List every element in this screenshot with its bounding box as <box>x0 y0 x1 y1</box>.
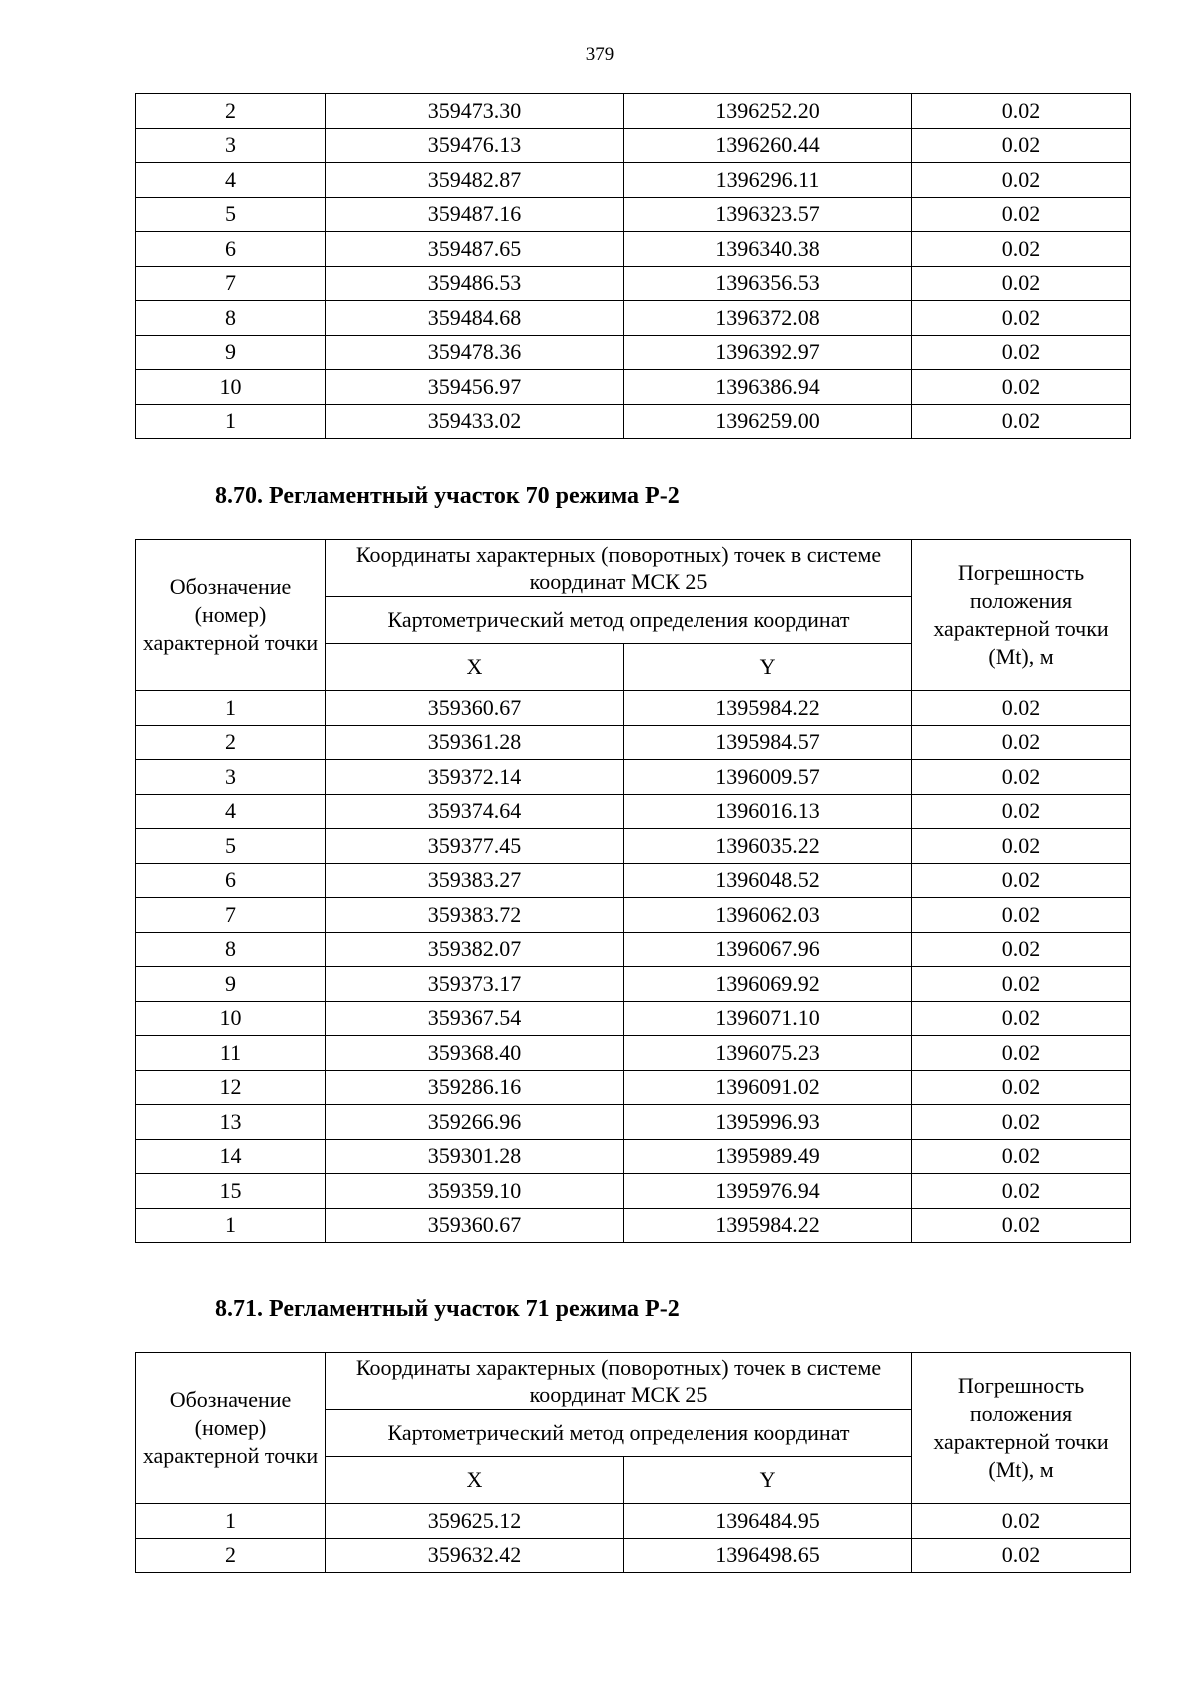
cell-y: 1395984.22 <box>624 691 912 726</box>
cell-point-number: 8 <box>136 301 326 336</box>
header-error: Погрешность положения характерной точки (Mt), м <box>912 1353 1131 1504</box>
cell-y: 1396091.02 <box>624 1070 912 1105</box>
cell-point-number: 8 <box>136 932 326 967</box>
cell-x: 359476.13 <box>326 128 624 163</box>
cell-x: 359383.72 <box>326 898 624 933</box>
header-y: Y <box>624 1457 912 1504</box>
header-error: Погрешность положения характерной точки (Mt), м <box>912 540 1131 691</box>
cell-point-number: 1 <box>136 404 326 439</box>
cell-error: 0.02 <box>912 760 1131 795</box>
table-row <box>136 1174 1131 1209</box>
cell-x: 359482.87 <box>326 163 624 198</box>
cell-x: 359473.30 <box>326 94 624 129</box>
table-row <box>136 967 1131 1002</box>
cell-x: 359372.14 <box>326 760 624 795</box>
header-x: X <box>326 644 624 691</box>
cell-y: 1396484.95 <box>624 1504 912 1539</box>
cell-y: 1396016.13 <box>624 794 912 829</box>
cell-x: 359373.17 <box>326 967 624 1002</box>
cell-point-number: 13 <box>136 1105 326 1140</box>
cell-error: 0.02 <box>912 794 1131 829</box>
cell-y: 1395976.94 <box>624 1174 912 1209</box>
cell-point-number: 10 <box>136 370 326 405</box>
cell-error: 0.02 <box>912 335 1131 370</box>
table-row <box>136 197 1131 232</box>
cell-x: 359377.45 <box>326 829 624 864</box>
cell-x: 359486.53 <box>326 266 624 301</box>
coordinates-table-71 <box>135 1352 1131 1573</box>
cell-y: 1396498.65 <box>624 1538 912 1573</box>
cell-error: 0.02 <box>912 863 1131 898</box>
cell-error: 0.02 <box>912 301 1131 336</box>
cell-x: 359368.40 <box>326 1036 624 1071</box>
cell-x: 359374.64 <box>326 794 624 829</box>
cell-error: 0.02 <box>912 94 1131 129</box>
table-row <box>136 863 1131 898</box>
cell-x: 359433.02 <box>326 404 624 439</box>
cell-point-number: 1 <box>136 1504 326 1539</box>
cell-y: 1396071.10 <box>624 1001 912 1036</box>
table-row <box>136 1538 1131 1573</box>
cell-x: 359383.27 <box>326 863 624 898</box>
cell-point-number: 10 <box>136 1001 326 1036</box>
cell-y: 1396392.97 <box>624 335 912 370</box>
cell-y: 1396048.52 <box>624 863 912 898</box>
cell-x: 359487.16 <box>326 197 624 232</box>
table-row <box>136 760 1131 795</box>
table-row <box>136 1208 1131 1243</box>
table-row <box>136 794 1131 829</box>
table-row <box>136 1504 1131 1539</box>
header-x: X <box>326 1457 624 1504</box>
cell-x: 359360.67 <box>326 1208 624 1243</box>
table-row <box>136 1036 1131 1071</box>
section-title-70: 8.70. Регламентный участок 70 режима Р-2 <box>215 483 680 509</box>
cell-y: 1396062.03 <box>624 898 912 933</box>
cell-error: 0.02 <box>912 1174 1131 1209</box>
table-row <box>136 232 1131 267</box>
cell-x: 359625.12 <box>326 1504 624 1539</box>
table-row <box>136 163 1131 198</box>
cell-point-number: 14 <box>136 1139 326 1174</box>
table-row <box>136 691 1131 726</box>
cell-error: 0.02 <box>912 370 1131 405</box>
table-row <box>136 335 1131 370</box>
cell-error: 0.02 <box>912 197 1131 232</box>
cell-y: 1396323.57 <box>624 197 912 232</box>
cell-error: 0.02 <box>912 967 1131 1002</box>
cell-y: 1396296.11 <box>624 163 912 198</box>
cell-y: 1396067.96 <box>624 932 912 967</box>
cell-x: 359360.67 <box>326 691 624 726</box>
cell-point-number: 1 <box>136 1208 326 1243</box>
header-designation: Обозначение (номер) характерной точки <box>136 540 326 691</box>
cell-error: 0.02 <box>912 691 1131 726</box>
cell-error: 0.02 <box>912 829 1131 864</box>
cell-x: 359484.68 <box>326 301 624 336</box>
header-coords-group: Координаты характерных (поворотных) точек в системе координат МСК 25 <box>326 540 912 597</box>
coordinates-table-70 <box>135 539 1131 1243</box>
cell-error: 0.02 <box>912 128 1131 163</box>
cell-x: 359286.16 <box>326 1070 624 1105</box>
cell-point-number: 9 <box>136 967 326 1002</box>
table-row <box>136 725 1131 760</box>
cell-point-number: 3 <box>136 760 326 795</box>
cell-y: 1396260.44 <box>624 128 912 163</box>
table-row <box>136 94 1131 129</box>
cell-error: 0.02 <box>912 1538 1131 1573</box>
cell-y: 1395984.22 <box>624 1208 912 1243</box>
cell-error: 0.02 <box>912 404 1131 439</box>
cell-error: 0.02 <box>912 1139 1131 1174</box>
cell-x: 359456.97 <box>326 370 624 405</box>
cell-y: 1396035.22 <box>624 829 912 864</box>
cell-y: 1396069.92 <box>624 967 912 1002</box>
cell-y: 1396340.38 <box>624 232 912 267</box>
cell-point-number: 6 <box>136 232 326 267</box>
cell-x: 359266.96 <box>326 1105 624 1140</box>
table-row <box>136 404 1131 439</box>
cell-error: 0.02 <box>912 266 1131 301</box>
coordinates-table-continued <box>135 93 1131 439</box>
header-method: Картометрический метод определения координат <box>326 1410 912 1457</box>
cell-error: 0.02 <box>912 898 1131 933</box>
header-y: Y <box>624 644 912 691</box>
cell-y: 1395989.49 <box>624 1139 912 1174</box>
table-row <box>136 128 1131 163</box>
table-row <box>136 1105 1131 1140</box>
cell-error: 0.02 <box>912 1208 1131 1243</box>
cell-point-number: 7 <box>136 266 326 301</box>
table-row <box>136 1001 1131 1036</box>
cell-point-number: 2 <box>136 94 326 129</box>
cell-point-number: 9 <box>136 335 326 370</box>
cell-error: 0.02 <box>912 232 1131 267</box>
cell-x: 359361.28 <box>326 725 624 760</box>
cell-y: 1396075.23 <box>624 1036 912 1071</box>
cell-error: 0.02 <box>912 1070 1131 1105</box>
header-coords-group: Координаты характерных (поворотных) точек в системе координат МСК 25 <box>326 1353 912 1410</box>
header-designation: Обозначение (номер) характерной точки <box>136 1353 326 1504</box>
cell-point-number: 5 <box>136 197 326 232</box>
cell-x: 359382.07 <box>326 932 624 967</box>
cell-y: 1396372.08 <box>624 301 912 336</box>
cell-y: 1395984.57 <box>624 725 912 760</box>
header-method: Картометрический метод определения координат <box>326 597 912 644</box>
cell-point-number: 5 <box>136 829 326 864</box>
table-row <box>136 829 1131 864</box>
cell-error: 0.02 <box>912 163 1131 198</box>
cell-point-number: 7 <box>136 898 326 933</box>
cell-point-number: 3 <box>136 128 326 163</box>
cell-point-number: 2 <box>136 1538 326 1573</box>
table-row <box>136 932 1131 967</box>
cell-x: 359632.42 <box>326 1538 624 1573</box>
page-number: 379 <box>585 44 615 65</box>
cell-point-number: 11 <box>136 1036 326 1071</box>
cell-y: 1396386.94 <box>624 370 912 405</box>
cell-error: 0.02 <box>912 932 1131 967</box>
cell-error: 0.02 <box>912 1001 1131 1036</box>
cell-point-number: 6 <box>136 863 326 898</box>
cell-y: 1396259.00 <box>624 404 912 439</box>
cell-y: 1396356.53 <box>624 266 912 301</box>
cell-y: 1396009.57 <box>624 760 912 795</box>
table-row <box>136 301 1131 336</box>
cell-x: 359301.28 <box>326 1139 624 1174</box>
cell-point-number: 4 <box>136 163 326 198</box>
cell-error: 0.02 <box>912 1105 1131 1140</box>
cell-point-number: 12 <box>136 1070 326 1105</box>
section-title-71: 8.71. Регламентный участок 71 режима Р-2 <box>215 1296 680 1322</box>
cell-point-number: 15 <box>136 1174 326 1209</box>
table-row <box>136 1139 1131 1174</box>
cell-y: 1395996.93 <box>624 1105 912 1140</box>
cell-error: 0.02 <box>912 1036 1131 1071</box>
cell-y: 1396252.20 <box>624 94 912 129</box>
table-row <box>136 370 1131 405</box>
cell-x: 359478.36 <box>326 335 624 370</box>
cell-point-number: 2 <box>136 725 326 760</box>
table-row <box>136 1070 1131 1105</box>
cell-x: 359359.10 <box>326 1174 624 1209</box>
cell-error: 0.02 <box>912 1504 1131 1539</box>
cell-point-number: 4 <box>136 794 326 829</box>
table-row <box>136 266 1131 301</box>
table-row <box>136 898 1131 933</box>
cell-error: 0.02 <box>912 725 1131 760</box>
cell-x: 359487.65 <box>326 232 624 267</box>
cell-x: 359367.54 <box>326 1001 624 1036</box>
cell-point-number: 1 <box>136 691 326 726</box>
